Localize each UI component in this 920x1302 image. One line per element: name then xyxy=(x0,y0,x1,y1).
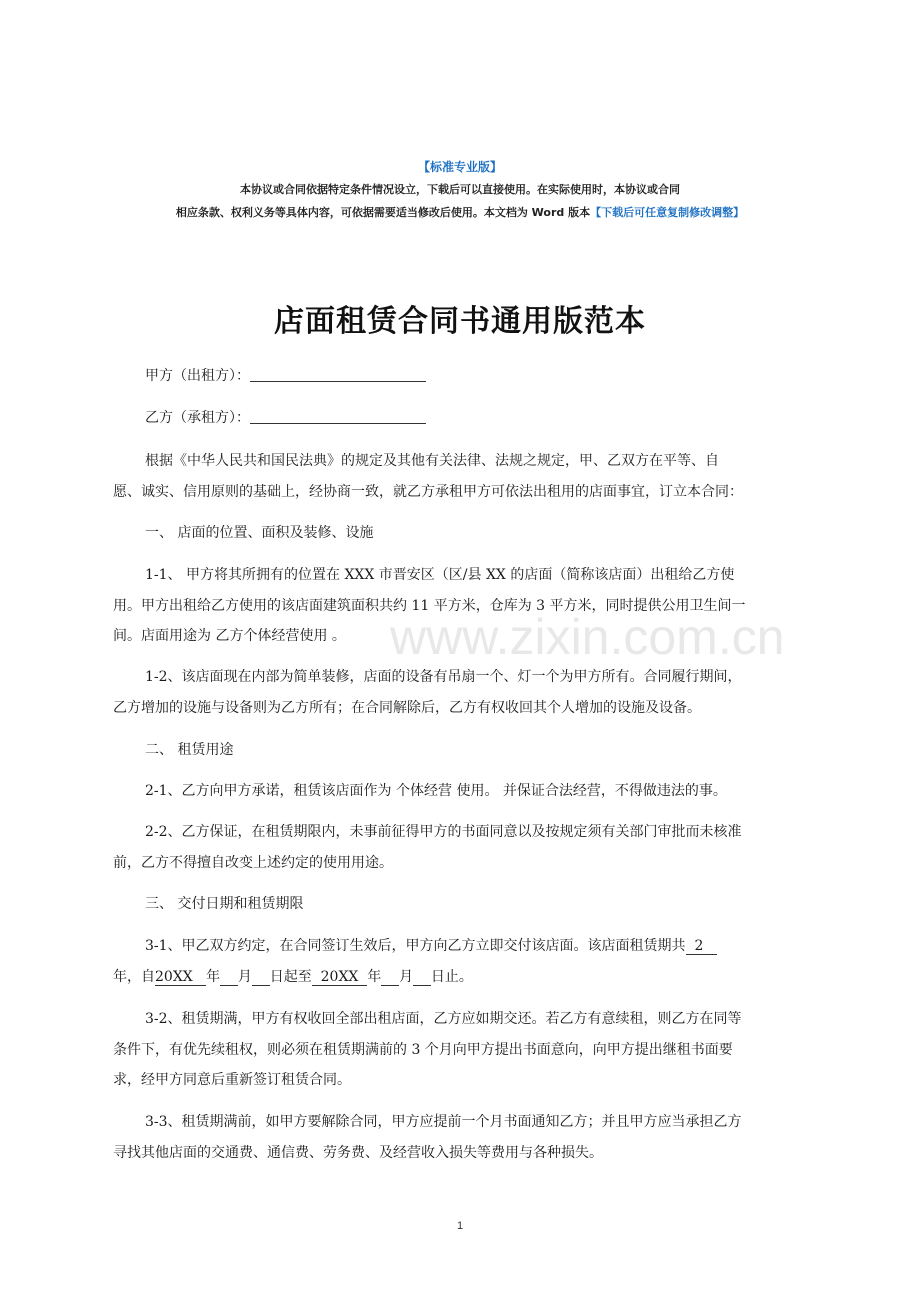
end-year-field: 20XX xyxy=(311,969,368,985)
party-a-line xyxy=(145,366,426,386)
lease-term-years-field: 2 xyxy=(685,938,717,954)
start-day-field xyxy=(252,969,270,986)
clause-1-1-line-3: 间。店面用途为 乙方个体经营使用 。 xyxy=(113,628,346,644)
preamble-line-1: 根据《中华人民共和国民法典》的规定及其他有关法律、法规之规定，甲、乙双方在平等、自 xyxy=(145,453,719,469)
clause-2-2-line-1: 2-2、乙方保证，在租赁期限内，未事前征得甲方的书面同意以及按规定须有关部门审批而未核准 xyxy=(145,824,742,840)
header-notice-line-1: 本协议或合同依据特定条件情况设立，下载后可以直接使用。在实际使用时，本协议或合同 xyxy=(240,183,680,196)
clause-3-2-line-1: 3-2、租赁期满，甲方有权收回全部出租店面，乙方应如期交还。若乙方有意续租，则乙方在同等 xyxy=(145,1011,742,1027)
clause-1-1-line-1: 1-1、 甲方将其所拥有的位置在 XXX 市晋安区（区/县 XX 的店面（简称该店面）出租给乙方使 xyxy=(145,567,735,583)
party-b-blank xyxy=(250,409,426,424)
start-month-field xyxy=(220,969,238,986)
header-notice-line-2-text: 相应条款、权利义务等具体内容，可依据需要适当修改后使用。本文档为 Word 版本 xyxy=(175,206,591,219)
party-a-label: 甲方（出租方）： xyxy=(145,368,250,384)
header-download-note: 【下载后可任意复制修改调整】 xyxy=(590,206,745,219)
end-day-unit: 日止。 xyxy=(430,969,473,985)
watermark-logo xyxy=(390,606,785,666)
clause-3-1-year-text: 年，自 xyxy=(113,969,155,985)
document-title: 店面租赁合同书通用版范本 xyxy=(274,304,646,339)
end-year-unit: 年 xyxy=(367,969,382,985)
clause-1-1-line-2: 用。甲方出租给乙方使用的该店面建筑面积共约 11 平方米，仓库为 3 平方米，同时提供公用卫生间一 xyxy=(113,598,746,614)
party-b-label: 乙方（承租方）： xyxy=(145,410,250,426)
clause-3-2-line-3: 求，经甲方同意后重新签订租赁合同。 xyxy=(113,1072,351,1088)
start-month-unit: 月 xyxy=(237,969,252,985)
svg-text:www.zixin.com.cn: www.zixin.com.cn xyxy=(390,609,785,665)
header-notice-line-2 xyxy=(0,204,920,220)
clause-2-2-line-2: 前，乙方不得擅自改变上述约定的使用用途。 xyxy=(113,855,393,871)
clause-1-2-line-1: 1-2、该店面现在内部为简单装修，店面的设备有吊扇一个、灯一个为甲方所有。合同履行期间， xyxy=(145,669,742,685)
clause-3-3-line-1: 3-3、租赁期满前，如甲方要解除合同，甲方应提前一个月书面通知乙方；并且甲方应当承担乙方 xyxy=(145,1114,742,1130)
edition-tag-text: 【标准专业版】 xyxy=(417,160,502,174)
end-month-field xyxy=(381,969,399,986)
end-month-unit: 月 xyxy=(399,969,414,985)
section-heading-3: 三、 交付日期和租赁期限 xyxy=(145,896,304,912)
start-year-field: 20XX xyxy=(155,969,207,985)
party-b-line xyxy=(145,408,426,428)
end-day-field xyxy=(413,969,431,986)
clause-2-1: 2-1、乙方向甲方承诺，租赁该店面作为 个体经营 使用。 并保证合法经营，不得做违法的事。 xyxy=(145,783,727,799)
party-a-blank xyxy=(250,367,426,382)
clause-3-1-line-2 xyxy=(113,967,473,987)
edition-tag xyxy=(0,158,920,175)
clause-1-2-line-2: 乙方增加的设施与设备则为乙方所有；在合同解除后，乙方有权收回其个人增加的设施及设备。 xyxy=(113,700,701,716)
start-day-unit: 日起至 xyxy=(269,969,312,985)
clause-3-3-line-2: 寻找其他店面的交通费、通信费、劳务费、及经营收入损失等费用与各种损失。 xyxy=(113,1145,603,1161)
start-year-unit: 年 xyxy=(206,969,221,985)
section-heading-1: 一、 店面的位置、面积及装修、设施 xyxy=(145,525,374,541)
section-heading-2: 二、 租赁用途 xyxy=(145,742,234,758)
page-number: 1 xyxy=(456,1220,464,1232)
clause-3-2-line-2: 条件下，有优先续租权，则必须在租赁期满前的 3 个月向甲方提出书面意向，向甲方提出继租书面要 xyxy=(113,1042,733,1058)
clause-3-1-line-1 xyxy=(145,936,717,956)
preamble-line-2: 愿、诚实、信用原则的基础上，经协商一致，就乙方承租甲方可依法出租用的店面事宜，订立本合同： xyxy=(113,484,743,500)
clause-3-1-text: 3-1、甲乙双方约定，在合同签订生效后，甲方向乙方立即交付该店面。该店面租赁期共 xyxy=(145,938,686,954)
